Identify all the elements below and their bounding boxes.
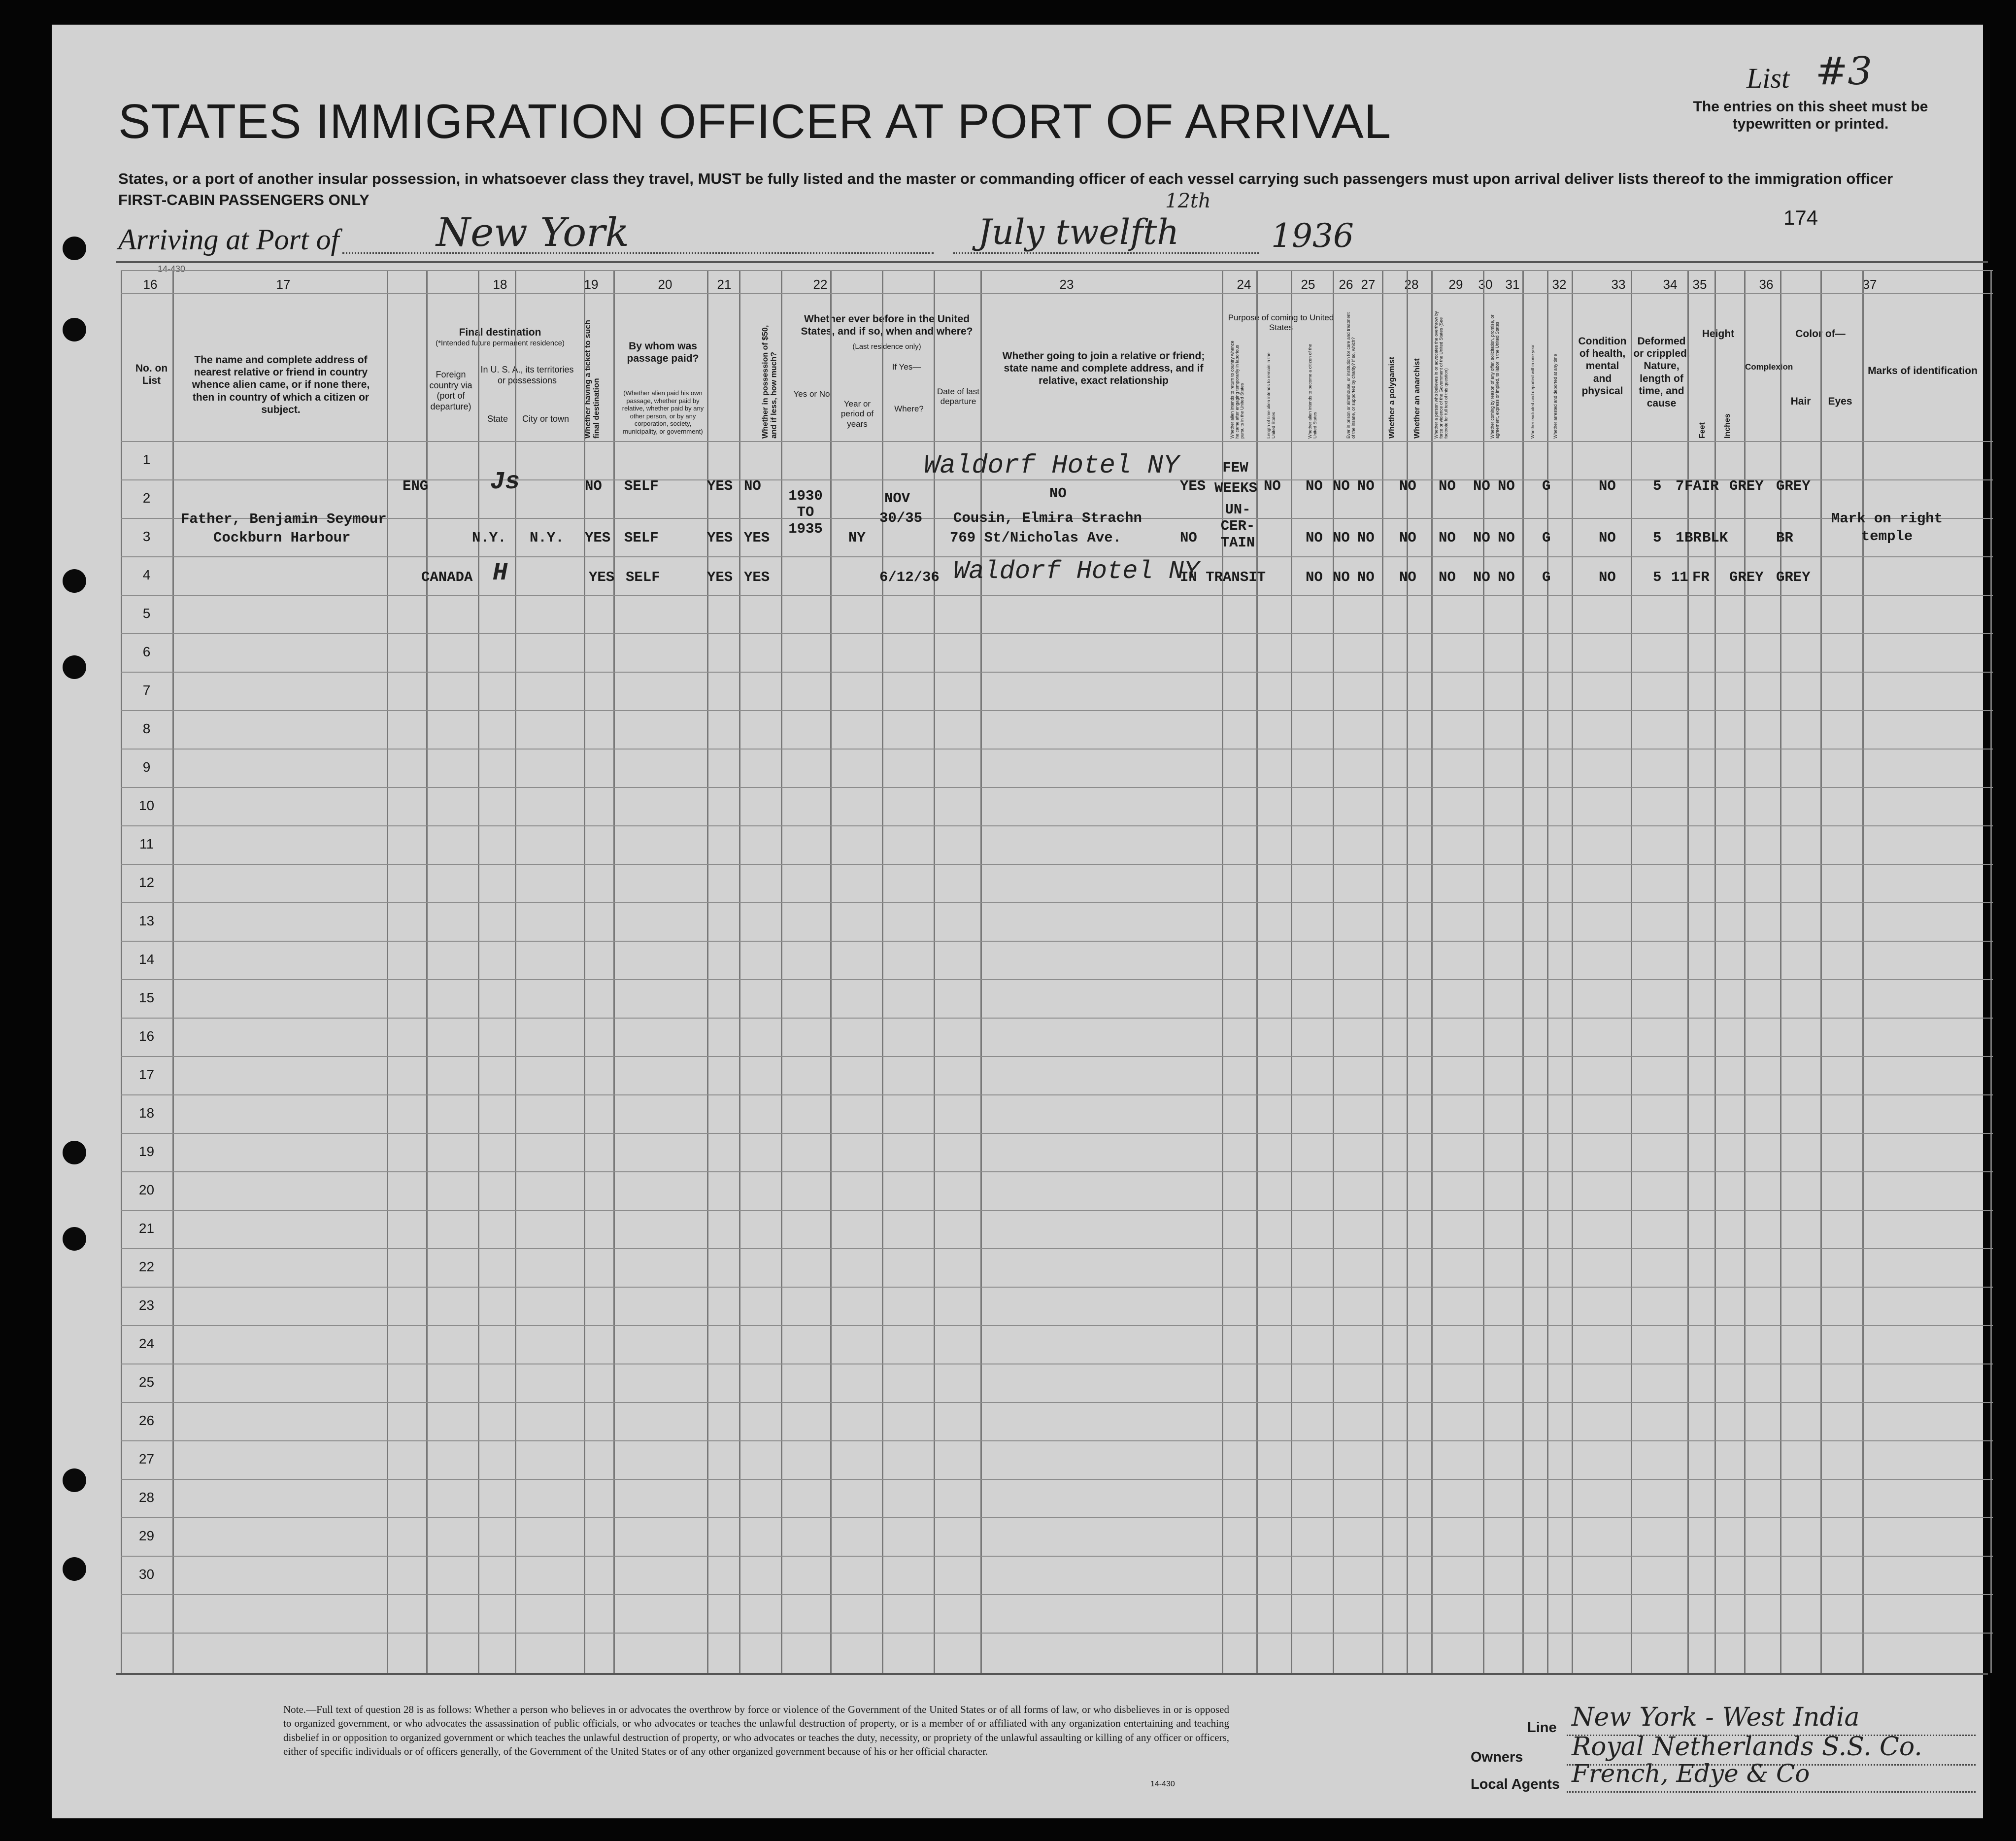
fifty-dollars: YES: [707, 478, 733, 494]
city: N.Y.: [530, 530, 564, 546]
col-heading-period: Year or period of years: [840, 399, 874, 429]
grid-row-line: [121, 1287, 1993, 1288]
row-number: 26: [138, 1413, 155, 1428]
col-heading-purpose-length: Length of time alien intends to remain in the United States: [1266, 352, 1276, 439]
q26: NO: [1333, 569, 1350, 585]
relative-address: Cockburn Harbour: [213, 530, 351, 546]
col-heading-overthrow: Whether a person who believes in or advocates the overthrow by force or violence of the Government of the United States (See footnote for full text of this question): [1434, 311, 1448, 439]
punch-hole: [63, 1557, 86, 1581]
col-number: 25: [1301, 277, 1315, 292]
q25: NO: [1306, 478, 1323, 494]
row-number: 16: [138, 1028, 155, 1044]
typewritten-instruction: The entries on this sheet must be typewritten or printed.: [1693, 99, 1928, 132]
col-heading-destination-note: (*Intended future permanent residence): [436, 339, 565, 347]
join-handwritten: Waldorf Hotel NY: [924, 451, 1179, 481]
col-heading-labor-offer: Whether coming by reason of any offer, solicitation, promise, or agreement, express or implied, to labor in the United States: [1490, 314, 1500, 439]
row-number: 25: [138, 1374, 155, 1390]
grid-column-line: [781, 270, 782, 1673]
row-number: 17: [138, 1067, 155, 1082]
grid-row-line: [121, 1056, 1993, 1057]
col-heading-height: Height: [1702, 328, 1735, 340]
footer-form-code: 14-430: [1150, 1780, 1175, 1788]
col-number: 30: [1478, 277, 1493, 292]
departure: 30/35: [879, 510, 923, 526]
deformed: NO: [1599, 530, 1616, 546]
row-number: 19: [138, 1144, 155, 1159]
deformed: NO: [1599, 569, 1616, 585]
deformed: NO: [1599, 478, 1616, 494]
header-rule: [116, 261, 1988, 263]
col-heading-purpose: Purpose of coming to United States: [1228, 313, 1334, 333]
grid-row-line: [121, 710, 1993, 711]
grid-row-line: [121, 633, 1993, 634]
col-heading-list-no: No. on List: [135, 363, 168, 387]
footer-rule: [116, 1673, 1988, 1675]
col-number: 18: [493, 277, 507, 292]
grid-column-line: [1291, 270, 1292, 1673]
purpose-length: FEW WEEKS: [1214, 460, 1258, 496]
q26: NO: [1333, 530, 1350, 546]
col-number: 36: [1759, 277, 1774, 292]
grid-row-line: [121, 1402, 1993, 1403]
grid-column-line: [613, 270, 615, 1673]
q30: NO: [1473, 478, 1490, 494]
grid-row-line: [121, 1210, 1993, 1211]
eyes: GREY: [1776, 478, 1811, 494]
question-28-note: Note.—Full text of question 28 is as follows: Whether a person who believes in or advocates the overthrow by force or violence of the Government of the United States or of all forms of law, or who disbelieves in or is opposed to organized government, or who advocates the assassination of public officials, or who advocates or teaches the unlawful destruction of property, or is a member of or affiliated with any organization entertaining and teaching disbelief in or opposition to organized government or which teaches the unlawful destruction of property, or who advocates or teaches the duty, necessity, or propriety of the unlawful assaulting or killing of any officer or officers, either of specific individuals or of officers generally, of the Government of the United States or of any other organized government because of his or her official character.: [283, 1704, 1229, 1758]
date-line: [953, 252, 1259, 254]
grid-row-line: [121, 1594, 1993, 1595]
col-heading-prison: Ever in prison or almshouse, or institution for care and treatment of the insane, or supported by charity? If so, which?: [1346, 312, 1356, 439]
cabin-class: FIRST-CABIN PASSENGERS ONLY: [118, 191, 370, 208]
grid-column-line: [478, 270, 479, 1673]
eyes: BR: [1776, 530, 1793, 546]
col-number: 37: [1862, 277, 1877, 292]
row-number: 3: [142, 529, 151, 544]
height-feet: 5: [1653, 530, 1662, 546]
grid-row-line: [121, 1171, 1993, 1172]
list-number: #3: [1815, 49, 1872, 94]
grid-row-line: [121, 1479, 1993, 1480]
fifty-dollars: YES: [707, 569, 733, 585]
grid-column-line: [1862, 270, 1864, 1673]
departure: NOV: [884, 490, 910, 507]
grid-row-line: [121, 1517, 1993, 1518]
row-number: 24: [138, 1336, 155, 1351]
col-number: 20: [658, 277, 672, 292]
col-number: 31: [1505, 277, 1520, 292]
foreign-country: ENG: [403, 478, 429, 494]
q28: NO: [1399, 569, 1416, 585]
col-heading-departure: Date of last departure: [937, 387, 979, 407]
state-mark: Js: [490, 468, 520, 496]
date-value: July twelfth: [978, 212, 1179, 252]
col-heading-city: City or town: [522, 414, 570, 424]
q27: NO: [1357, 569, 1375, 585]
health: G: [1542, 530, 1551, 546]
col-heading-hair: Hair: [1790, 396, 1811, 407]
ticket: YES: [585, 530, 611, 546]
row-number: 15: [138, 990, 155, 1005]
health: G: [1542, 478, 1551, 494]
state: N.Y.: [472, 530, 506, 546]
passage-paid: SELF: [624, 530, 659, 546]
grid-row-line: [121, 1556, 1993, 1557]
col-number: 27: [1361, 277, 1376, 292]
col-number: 28: [1404, 277, 1419, 292]
foreign-country: CANADA: [421, 569, 473, 585]
col-heading-purpose-return: Whether alien intends to return to country whence he came after engaging temporarily in laborious pursuits in the United States: [1230, 341, 1244, 439]
grid-row-line: [121, 979, 1993, 980]
grid-row-line: [121, 1325, 1993, 1326]
col-heading-relative: The name and complete address of nearest relative or friend in country whence alien came, or if none there, then in country of which a citizen or subject.: [192, 354, 370, 415]
punch-hole: [63, 569, 86, 593]
departure: 6/12/36: [879, 569, 940, 585]
grid-column-line: [1572, 270, 1573, 1673]
col-heading-ever-before: Whether ever before in the United States, and if so, when and where?: [801, 313, 973, 338]
grid-row-line: [121, 902, 1993, 903]
row-number: 21: [138, 1221, 155, 1236]
q26: NO: [1333, 478, 1350, 494]
ever-before: NO: [744, 478, 761, 494]
col-heading-purpose-citizen: Whether alien intends to become a citizen of the United States: [1308, 343, 1317, 439]
purpose-citizen: NO: [1264, 478, 1281, 494]
passage-paid: SELF: [626, 569, 660, 585]
col-heading-deformed: Deformed or crippled. Nature, length of time, and cause: [1633, 336, 1690, 409]
col-heading-inches: Inches: [1723, 413, 1732, 439]
q30: NO: [1473, 530, 1490, 546]
owners-value: Royal Netherlands S.S. Co.: [1572, 1732, 1922, 1762]
row-number: 11: [139, 836, 154, 852]
grid-row-line: [121, 1633, 1993, 1634]
grid-row-line: [121, 825, 1993, 826]
col-heading-final-destination: Final destination: [459, 327, 541, 338]
hair: GREY: [1729, 478, 1764, 494]
col-heading-fifty-dollars: Whether in possession of $50, and if less, how much?: [761, 325, 778, 439]
q31: NO: [1498, 478, 1515, 494]
where: NY: [848, 530, 866, 546]
q30: NO: [1473, 569, 1490, 585]
grid-row-line: [121, 941, 1993, 942]
q28: NO: [1399, 478, 1416, 494]
q27: NO: [1357, 478, 1375, 494]
grid-column-line: [739, 270, 740, 1673]
col-heading-complexion: Complexion: [1745, 362, 1793, 372]
col-heading-passage-note: (Whether alien paid his own passage, whether paid by relative, whether paid by any other person, or by any corporation, society, municipality, or government): [622, 389, 704, 435]
grid-row-line: [121, 1248, 1993, 1249]
agents-value: French, Edye & Co: [1572, 1759, 1810, 1788]
col-heading-where: Where?: [894, 404, 924, 413]
join-relative: NO: [1049, 485, 1067, 502]
col-heading-passage-paid: By whom was passage paid?: [627, 341, 699, 365]
row-number: 1: [142, 452, 151, 467]
q29: NO: [1439, 569, 1456, 585]
col-heading-arrested: Whether arrested and deported at any time: [1553, 354, 1558, 439]
grid-row-line: [121, 1133, 1993, 1134]
col-heading-ticket: Whether having a ticket to such final destination: [584, 320, 601, 439]
relative-name: Father, Benjamin Seymour: [181, 511, 387, 527]
col-heading-excluded: Whether excluded and deported within one year: [1530, 344, 1535, 439]
row-number: 18: [138, 1105, 155, 1121]
grid-row-line: [121, 1018, 1993, 1019]
grid-column-line: [882, 270, 883, 1673]
period: 1930 TO 1935: [788, 488, 823, 537]
punch-hole: [63, 237, 86, 260]
q27: NO: [1357, 530, 1375, 546]
punch-hole: [63, 1141, 86, 1164]
col-number: 17: [276, 277, 291, 292]
row-number: 20: [138, 1182, 155, 1197]
q31: NO: [1498, 569, 1515, 585]
row-number: 13: [138, 913, 155, 928]
line-label: Line: [1527, 1720, 1557, 1736]
q31: NO: [1498, 530, 1515, 546]
grid-column-line: [1990, 270, 1992, 1673]
col-heading-usa: In U. S. A., its territories or possessions: [480, 365, 574, 385]
col-heading-eyes: Eyes: [1828, 396, 1852, 407]
row-number: 29: [138, 1528, 155, 1543]
grid-row-line: [121, 595, 1993, 596]
grid-row-line: [121, 441, 1993, 442]
row-number: 2: [142, 490, 151, 506]
health: G: [1542, 569, 1551, 585]
port-value: New York: [436, 209, 629, 255]
row-number: 10: [138, 798, 155, 813]
col-number: 23: [1059, 277, 1074, 292]
grid-row-line: [121, 749, 1993, 750]
purpose-return: NO: [1180, 530, 1197, 546]
complexion: BR: [1684, 530, 1702, 546]
arriving-label: Arriving at Port of: [118, 223, 339, 256]
owners-label: Owners: [1471, 1749, 1523, 1765]
row-number: 12: [138, 875, 155, 890]
grid-column-line: [1382, 270, 1383, 1673]
q25: NO: [1306, 530, 1323, 546]
col-heading-feet: Feet: [1698, 422, 1707, 439]
join-address: 769 St/Nicholas Ave.: [950, 530, 1122, 546]
port-line: [342, 252, 934, 254]
hair: GREY: [1729, 569, 1764, 585]
q28: NO: [1399, 530, 1416, 546]
complexion: FR: [1692, 569, 1710, 585]
manifest-sheet: [52, 25, 1983, 1818]
col-heading-if-yes: If Yes—: [892, 362, 921, 372]
form-code: 14-430: [158, 264, 186, 274]
sheet-number: 174: [1783, 206, 1818, 229]
height-inches: 7: [1676, 478, 1684, 494]
ever-before: YES: [744, 530, 770, 546]
col-number: 35: [1692, 277, 1707, 292]
col-heading-foreign-country: Foreign country via (port of departure): [429, 370, 472, 411]
page-title: STATES IMMIGRATION OFFICER AT PORT OF ARRIVAL: [118, 94, 1392, 148]
purpose-length: UN- CER- TAIN: [1220, 502, 1255, 551]
eyes: GREY: [1776, 569, 1811, 585]
state-mark: H: [493, 559, 508, 587]
grid-row-line: [121, 787, 1993, 788]
purpose-return: IN TRANSIT: [1180, 569, 1266, 585]
join-handwritten: Waldorf Hotel NY: [953, 557, 1200, 586]
col-number: 26: [1339, 277, 1353, 292]
date-suffix: 12th: [1165, 190, 1211, 212]
row-number: 7: [142, 682, 151, 698]
col-heading-state: State: [487, 414, 508, 424]
row-number: 6: [142, 644, 151, 659]
row-number: 23: [138, 1297, 155, 1313]
grid-row-line: [121, 293, 1993, 294]
agents-rule: [1567, 1791, 1976, 1793]
punch-hole: [63, 318, 86, 341]
col-heading-marks: Marks of identification: [1868, 365, 1978, 376]
grid-column-line: [1522, 270, 1524, 1673]
col-number: 24: [1237, 277, 1251, 292]
grid-column-line: [387, 270, 388, 1673]
hair: BLK: [1702, 530, 1728, 546]
fifty-dollars: YES: [707, 530, 733, 546]
grid-column-line: [830, 270, 832, 1673]
grid-column-line: [172, 270, 174, 1673]
purpose-return: YES: [1180, 478, 1206, 494]
grid-row-line: [121, 270, 1993, 271]
punch-hole: [63, 655, 86, 679]
row-number: 27: [138, 1451, 155, 1466]
grid-row-line: [121, 1440, 1993, 1441]
list-label: List: [1747, 62, 1790, 94]
ticket: YES: [589, 569, 615, 585]
line-value: New York - West India: [1572, 1703, 1860, 1732]
complexion: FAIR: [1684, 478, 1719, 494]
height-feet: 5: [1653, 478, 1662, 494]
row-number: 4: [142, 567, 151, 582]
q29: NO: [1439, 478, 1456, 494]
ever-before: YES: [744, 569, 770, 585]
col-heading-ever-before-note: (Last residence only): [852, 342, 921, 351]
grid-column-line: [1431, 270, 1433, 1673]
col-number: 16: [143, 277, 158, 292]
identification-marks: Mark on right temple: [1831, 511, 1943, 545]
col-heading-anarchist: Whether an anarchist: [1413, 358, 1421, 439]
col-number: 33: [1611, 277, 1626, 292]
grid-column-line: [1820, 270, 1822, 1673]
row-number: 22: [138, 1259, 155, 1274]
col-heading-polygamist: Whether a polygamist: [1388, 356, 1396, 439]
q25: NO: [1306, 569, 1323, 585]
grid-row-line: [121, 1094, 1993, 1095]
agents-label: Local Agents: [1471, 1776, 1560, 1792]
col-number: 34: [1663, 277, 1678, 292]
height-inches: 1: [1676, 530, 1684, 546]
grid-row-line: [121, 672, 1993, 673]
punch-hole: [63, 1227, 86, 1251]
year-value: 1936: [1271, 217, 1354, 255]
row-number: 8: [142, 721, 151, 736]
col-number: 29: [1448, 277, 1463, 292]
col-number: 32: [1552, 277, 1567, 292]
grid-column-line: [1631, 270, 1632, 1673]
row-number: 5: [142, 606, 151, 621]
grid-row-line: [121, 864, 1993, 865]
join-relative: Cousin, Elmira Strachn: [953, 510, 1142, 526]
subtitle: States, or a port of another insular possession, in whatsoever class they travel, MUST be fully listed and the master or commanding officer of each vessel carrying such passengers must upon arrival deliver lists thereof to the immigration officer: [118, 170, 1893, 187]
punch-hole: [63, 1468, 86, 1492]
col-number: 21: [717, 277, 732, 292]
col-heading-color: Color of—: [1795, 328, 1846, 340]
col-heading-join-relative: Whether going to join a relative or friend; state name and complete address, and if relative, exact relationship: [1002, 350, 1205, 387]
col-heading-yes-or-no: Yes or No: [793, 389, 830, 399]
row-number: 14: [138, 952, 155, 967]
row-number: 28: [138, 1490, 155, 1505]
q29: NO: [1439, 530, 1456, 546]
height-feet: 5: [1653, 569, 1662, 585]
row-number: 30: [138, 1567, 155, 1582]
col-number: 22: [813, 277, 828, 292]
height-inches: 11: [1671, 569, 1688, 585]
ticket: NO: [585, 478, 602, 494]
col-number: 19: [584, 277, 599, 292]
row-number: 9: [142, 759, 151, 775]
passage-paid: SELF: [624, 478, 659, 494]
col-heading-health: Condition of health, mental and physical: [1578, 336, 1627, 397]
